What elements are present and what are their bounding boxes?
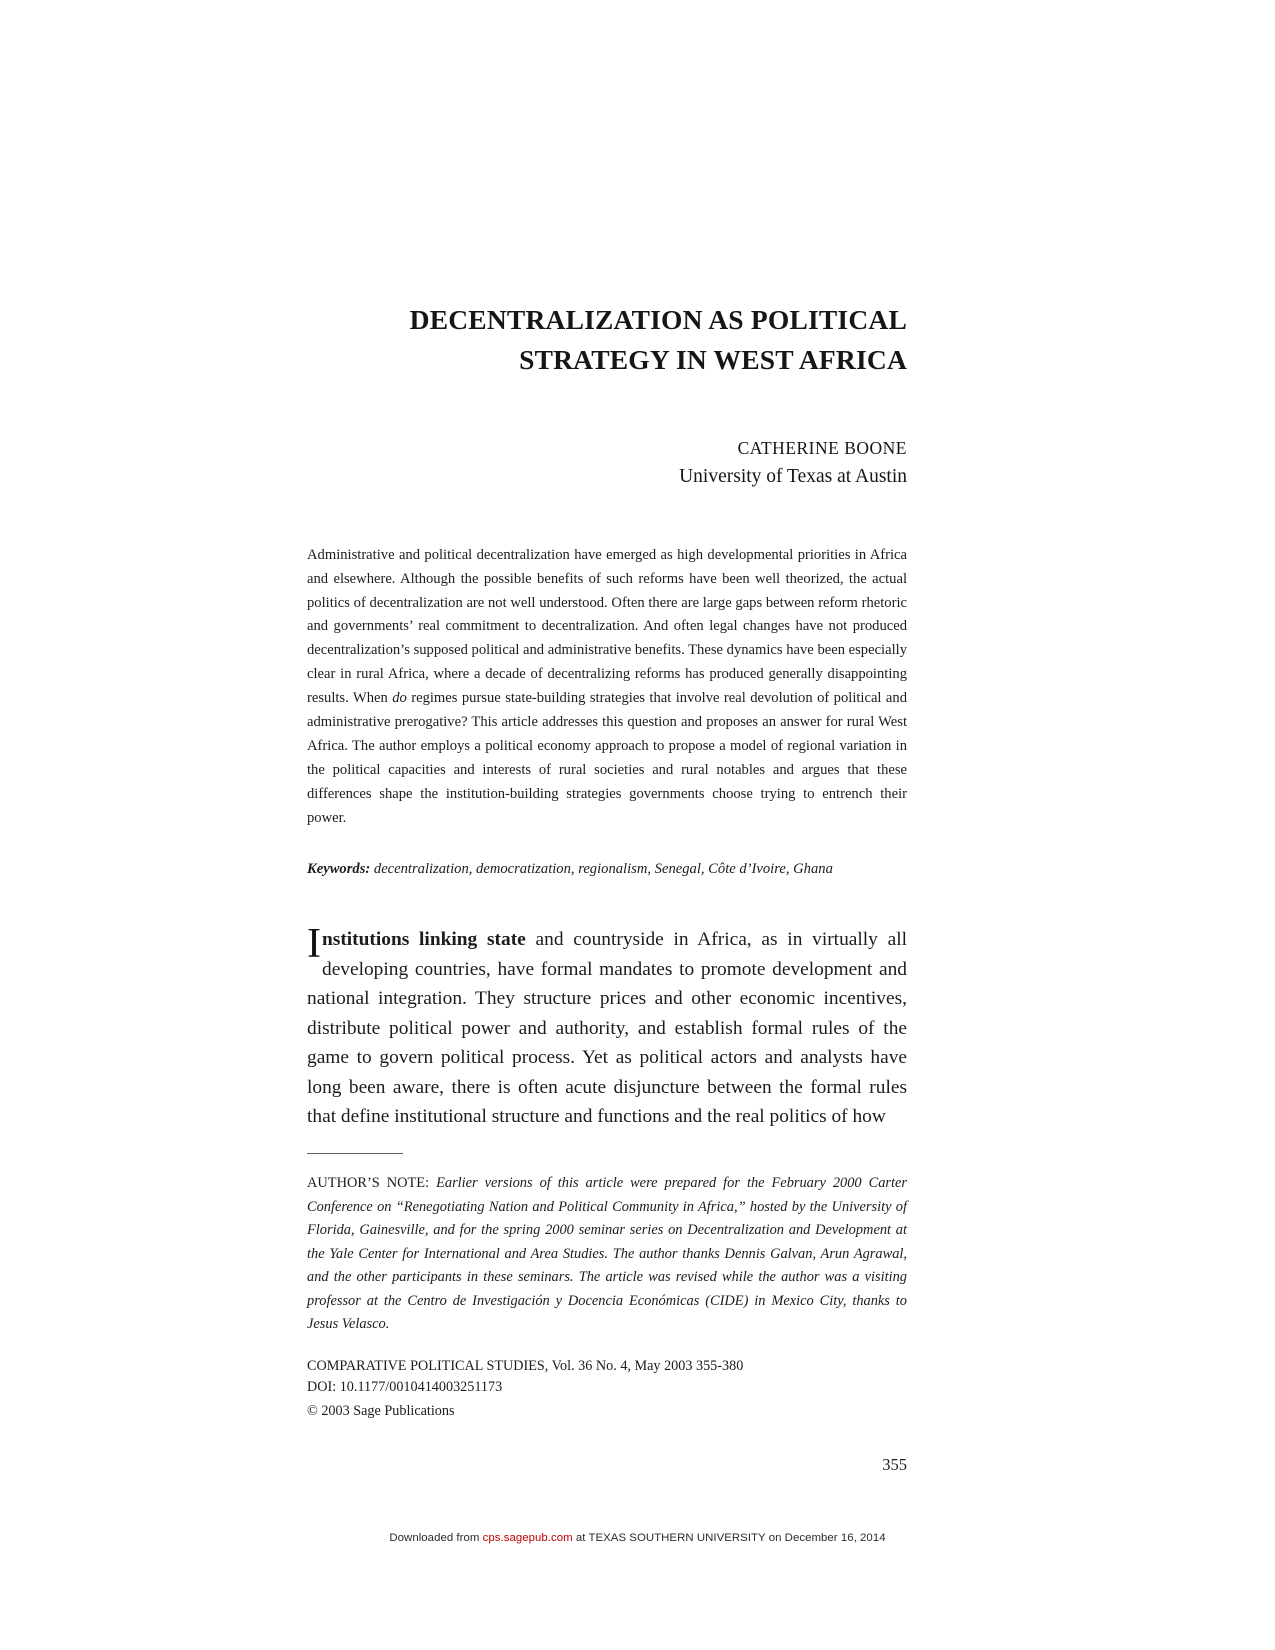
- page-number: 355: [882, 1454, 907, 1474]
- copyright-line: © 2003 Sage Publications: [307, 1402, 455, 1419]
- author-name: CATHERINE BOONE: [737, 438, 907, 459]
- body-paragraph: [307, 921, 907, 1131]
- page-title: [307, 300, 907, 379]
- keywords-value: decentralization, democratization, regionalism, Senegal, Côte d’Ivoire, Ghana: [370, 860, 833, 877]
- footnote-separator-rule: [307, 1153, 403, 1154]
- keywords-label: Keywords:: [307, 860, 371, 877]
- abstract-part-1: Administrative and political decentralization have emerged as high developmental priorities in Africa and elsewhere. Although the possible benefits of such reforms have been well theorized, the actual politics of decentralization are not well understood. Often there are large gaps between reform rhetoric and governments’ real commitment to decentralization. And often legal changes have not produced decentralization’s supposed political and administrative benefits. These dynamics have been especially clear in rural Africa, where a decade of decentralizing reforms has produced generally disappointing results. When: [307, 546, 907, 707]
- author-block: [307, 435, 907, 492]
- drop-cap: I: [307, 921, 321, 968]
- author-affiliation: University of Texas at Austin: [679, 466, 907, 488]
- keywords-line: [307, 858, 907, 881]
- download-footer-prefix: Downloaded from: [389, 1532, 483, 1544]
- download-source-link[interactable]: cps.sagepub.com: [482, 1532, 573, 1544]
- abstract: [307, 544, 907, 831]
- download-footer: [0, 1532, 1275, 1544]
- abstract-part-2: regimes pursue state-building strategies that involve real devolution of political and administrative prerogative? This article addresses this question and proposes an answer for rural West Africa. The author employs a political economy approach to propose a model of regional variation in the political capacities and interests of rural societies and rural notables and argues that these differences shape the institution-building strategies governments choose trying to entrench their power.: [307, 690, 907, 826]
- download-footer-suffix: at TEXAS SOUTHERN UNIVERSITY on December 16, 2014: [572, 1532, 886, 1544]
- body-rest: and countryside in Africa, as in virtually all developing countries, have formal mandates to promote development and national integration. They structure prices and other economic incentives, distribute political power and authority, and establish formal rules of the game to govern political process. Yet as political actors and analysts have long been aware, there is often acute disjuncture between the formal rules that define institutional structure and functions and the real politics of how: [307, 929, 907, 1127]
- citation-doi-line: DOI: 10.1177/0010414003251173: [307, 1379, 503, 1396]
- title-line-2: STRATEGY IN WEST AFRICA: [519, 343, 907, 375]
- citation-journal-line: COMPARATIVE POLITICAL STUDIES, Vol. 36 No. 4, May 2003 355-380: [307, 1357, 744, 1374]
- abstract-emphasis: do: [392, 690, 407, 707]
- body-lead-bold: nstitutions linking state: [322, 929, 526, 951]
- authors-note-label: AUTHOR’S NOTE:: [307, 1175, 430, 1192]
- authors-note-text: Earlier versions of this article were prepared for the February 2000 Carter Conference on “Renegotiating Nation and Political Community in Africa,” hosted by the University of Florida, Gainesville, and for the spring 2000 seminar series on Decentralization and Development at the Yale Center for International and Area Studies. The author thanks Dennis Galvan, Arun Agrawal, and the other participants in these seminars. The article was revised while the author was a visiting professor at the Centro de Investigación y Docencia Económicas (CIDE) in Mexico City, thanks to Jesus Velasco.: [307, 1175, 907, 1333]
- citation-block: [307, 1356, 907, 1399]
- page-content-column: [307, 0, 907, 1475]
- authors-note: [307, 1172, 907, 1336]
- title-line-1: DECENTRALIZATION AS POLITICAL: [409, 304, 907, 335]
